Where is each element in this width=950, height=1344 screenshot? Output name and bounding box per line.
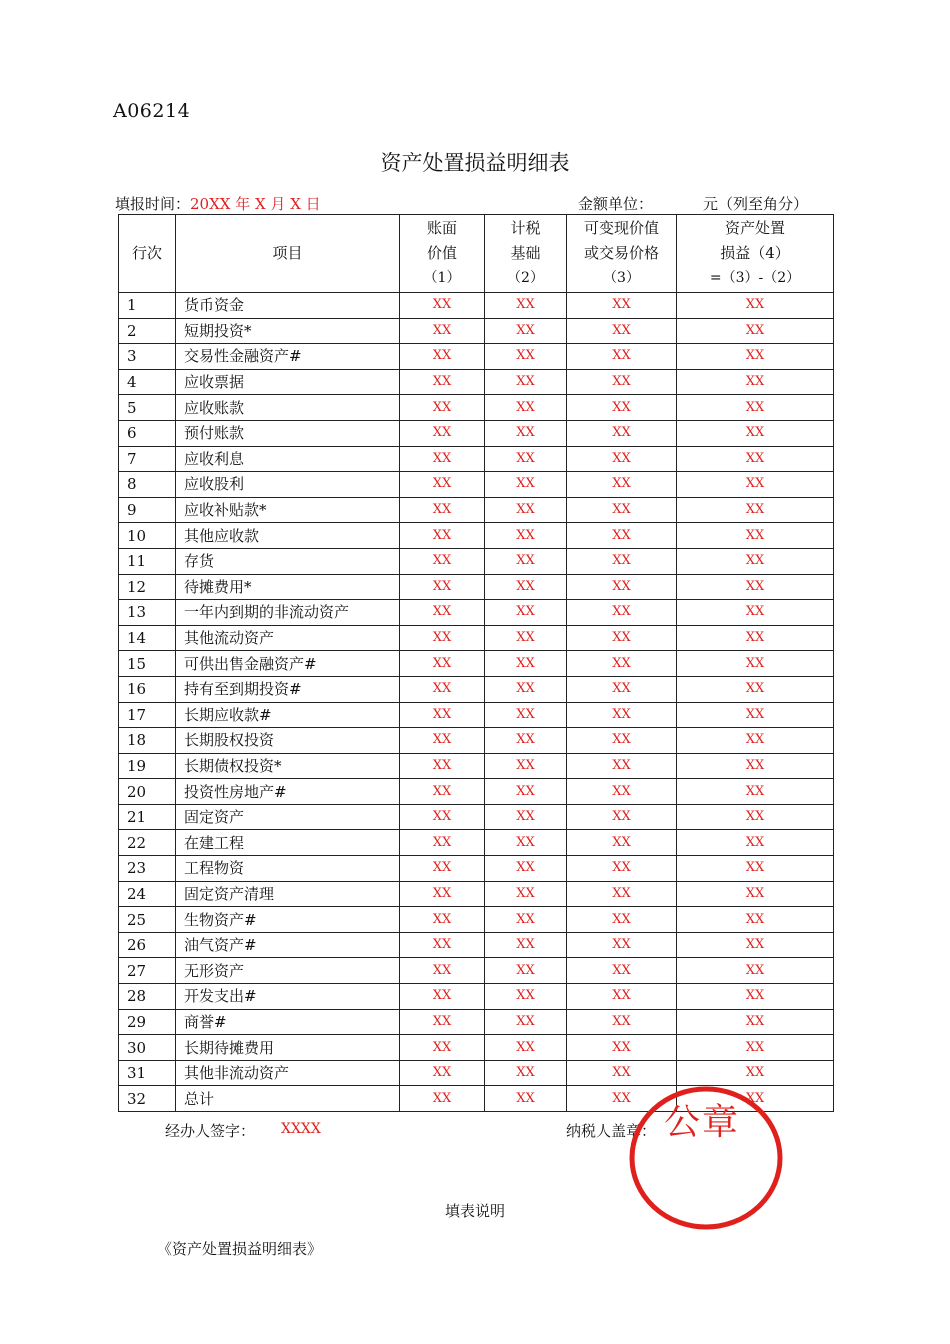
- row-item: 预付账款: [176, 420, 400, 446]
- value-cell[interactable]: XX: [485, 728, 567, 754]
- fill-time-value: 20XX 年 X 月 X 日: [190, 195, 321, 213]
- value-cell[interactable]: XX: [677, 881, 834, 907]
- value-cell[interactable]: XX: [567, 907, 677, 933]
- column-header-line: 损益（4）: [720, 244, 790, 262]
- value-cell[interactable]: XX: [677, 753, 834, 779]
- row-item: 待摊费用*: [176, 574, 400, 600]
- value-cell[interactable]: XX: [400, 523, 485, 549]
- table-header-row: [119, 215, 834, 293]
- value-cell[interactable]: XX: [400, 1060, 485, 1086]
- table-row: [119, 1009, 834, 1035]
- table-row: [119, 676, 834, 702]
- value-cell[interactable]: XX: [567, 702, 677, 728]
- table-row: [119, 523, 834, 549]
- asset-disposal-table: [118, 214, 834, 1112]
- column-header-line: 资产处置: [724, 219, 785, 237]
- row-number: 7: [119, 446, 176, 472]
- row-number: 8: [119, 472, 176, 498]
- row-item: 固定资产清理: [176, 881, 400, 907]
- column-header-4: [567, 215, 677, 293]
- value-cell[interactable]: XX: [567, 932, 677, 958]
- value-cell[interactable]: XX: [567, 446, 677, 472]
- column-header-5: [677, 215, 834, 293]
- value-cell[interactable]: XX: [485, 497, 567, 523]
- row-number: 13: [119, 600, 176, 626]
- column-header-3: [485, 215, 567, 293]
- value-cell[interactable]: XX: [400, 1035, 485, 1061]
- row-number: 6: [119, 420, 176, 446]
- table-row: [119, 1060, 834, 1086]
- row-number: 24: [119, 881, 176, 907]
- value-cell[interactable]: XX: [677, 293, 834, 319]
- value-cell[interactable]: XX: [677, 318, 834, 344]
- value-cell[interactable]: XX: [567, 344, 677, 370]
- value-cell[interactable]: XX: [485, 984, 567, 1010]
- signer-label: 经办人签字：: [165, 1122, 256, 1140]
- value-cell[interactable]: XX: [485, 1035, 567, 1061]
- column-header-line: （3）: [603, 270, 640, 286]
- row-number: 5: [119, 395, 176, 421]
- row-item: 短期投资*: [176, 318, 400, 344]
- row-number: 1: [119, 293, 176, 319]
- value-cell[interactable]: XX: [485, 907, 567, 933]
- value-cell[interactable]: XX: [485, 293, 567, 319]
- row-number: 28: [119, 984, 176, 1010]
- table-row: [119, 548, 834, 574]
- value-cell[interactable]: XX: [567, 395, 677, 421]
- value-cell[interactable]: XX: [677, 856, 834, 882]
- table-row: [119, 958, 834, 984]
- value-cell[interactable]: XX: [677, 574, 834, 600]
- value-cell[interactable]: XX: [485, 856, 567, 882]
- row-number: 11: [119, 548, 176, 574]
- seal-text: 公章: [664, 1102, 741, 1143]
- row-item: 可供出售金融资产#: [176, 651, 400, 677]
- value-cell[interactable]: XX: [677, 548, 834, 574]
- column-header-line: =（3）-（2）: [709, 270, 801, 286]
- value-cell[interactable]: XX: [485, 1009, 567, 1035]
- table-row: [119, 651, 834, 677]
- table-row: [119, 420, 834, 446]
- row-number: 10: [119, 523, 176, 549]
- row-item: 应收票据: [176, 369, 400, 395]
- value-cell[interactable]: XX: [677, 472, 834, 498]
- row-item: 在建工程: [176, 830, 400, 856]
- value-cell[interactable]: XX: [485, 369, 567, 395]
- value-cell[interactable]: XX: [485, 625, 567, 651]
- value-cell[interactable]: XX: [567, 472, 677, 498]
- table-row: [119, 702, 834, 728]
- table-row: [119, 574, 834, 600]
- signer-value: XXXX: [281, 1121, 321, 1137]
- value-cell[interactable]: XX: [677, 446, 834, 472]
- row-item: 长期债权投资*: [176, 753, 400, 779]
- row-item: 无形资产: [176, 958, 400, 984]
- row-number: 4: [119, 369, 176, 395]
- row-number: 21: [119, 804, 176, 830]
- row-number: 27: [119, 958, 176, 984]
- value-cell[interactable]: XX: [567, 856, 677, 882]
- row-number: 18: [119, 728, 176, 754]
- value-cell[interactable]: XX: [567, 779, 677, 805]
- value-cell[interactable]: XX: [677, 907, 834, 933]
- notes-heading: 填表说明: [444, 1202, 505, 1220]
- value-cell[interactable]: XX: [677, 420, 834, 446]
- column-header-2: [400, 215, 485, 293]
- row-number: 17: [119, 702, 176, 728]
- value-cell[interactable]: XX: [485, 344, 567, 370]
- value-cell[interactable]: XX: [400, 395, 485, 421]
- value-cell[interactable]: XX: [485, 420, 567, 446]
- value-cell[interactable]: XX: [567, 1060, 677, 1086]
- value-cell[interactable]: XX: [677, 728, 834, 754]
- row-number: 16: [119, 676, 176, 702]
- column-header-line: 或交易价格: [583, 244, 659, 262]
- value-cell[interactable]: XX: [485, 753, 567, 779]
- value-cell[interactable]: XX: [485, 395, 567, 421]
- row-number: 31: [119, 1060, 176, 1086]
- table-row: [119, 446, 834, 472]
- value-cell[interactable]: XX: [485, 574, 567, 600]
- row-number: 23: [119, 856, 176, 882]
- value-cell[interactable]: XX: [677, 1086, 834, 1112]
- value-cell[interactable]: XX: [485, 318, 567, 344]
- value-cell[interactable]: XX: [567, 574, 677, 600]
- value-cell[interactable]: XX: [485, 676, 567, 702]
- table-row: [119, 728, 834, 754]
- table-row: [119, 472, 834, 498]
- value-cell[interactable]: XX: [567, 881, 677, 907]
- value-cell[interactable]: XX: [567, 676, 677, 702]
- row-number: 14: [119, 625, 176, 651]
- row-item: 固定资产: [176, 804, 400, 830]
- row-number: 9: [119, 497, 176, 523]
- row-item: 工程物资: [176, 856, 400, 882]
- value-cell[interactable]: XX: [677, 600, 834, 626]
- table-row: [119, 856, 834, 882]
- value-cell[interactable]: XX: [567, 600, 677, 626]
- value-cell[interactable]: XX: [677, 1035, 834, 1061]
- row-number: 19: [119, 753, 176, 779]
- fill-time-label: 填报时间：: [115, 195, 191, 213]
- value-cell[interactable]: XX: [567, 548, 677, 574]
- value-cell[interactable]: XX: [567, 728, 677, 754]
- value-cell[interactable]: XX: [400, 984, 485, 1010]
- row-number: 30: [119, 1035, 176, 1061]
- value-cell[interactable]: XX: [400, 548, 485, 574]
- row-number: 3: [119, 344, 176, 370]
- value-cell[interactable]: XX: [400, 472, 485, 498]
- value-cell[interactable]: XX: [400, 420, 485, 446]
- row-item: 其他非流动资产: [176, 1060, 400, 1086]
- value-cell[interactable]: XX: [567, 1009, 677, 1035]
- row-item: 长期应收款#: [176, 702, 400, 728]
- value-cell[interactable]: XX: [567, 830, 677, 856]
- value-cell[interactable]: XX: [677, 779, 834, 805]
- value-cell[interactable]: XX: [677, 958, 834, 984]
- column-header-line: （1）: [423, 270, 461, 286]
- value-cell[interactable]: XX: [485, 472, 567, 498]
- value-cell[interactable]: XX: [400, 625, 485, 651]
- value-cell[interactable]: XX: [485, 1086, 567, 1112]
- table-row: [119, 830, 834, 856]
- value-cell[interactable]: XX: [677, 1009, 834, 1035]
- row-item: 应收补贴款*: [176, 497, 400, 523]
- row-item: 总计: [176, 1086, 400, 1112]
- value-cell[interactable]: XX: [400, 881, 485, 907]
- amount-unit-value: 元（列至角分）: [703, 195, 809, 213]
- taxpayer-seal-label: 纳税人盖章：: [566, 1122, 657, 1140]
- form-code: A06214: [113, 100, 191, 122]
- row-item: 开发支出#: [176, 984, 400, 1010]
- value-cell[interactable]: XX: [400, 600, 485, 626]
- row-item: 长期股权投资: [176, 728, 400, 754]
- value-cell[interactable]: XX: [485, 446, 567, 472]
- value-cell[interactable]: XX: [400, 369, 485, 395]
- row-number: 26: [119, 932, 176, 958]
- value-cell[interactable]: XX: [485, 779, 567, 805]
- value-cell[interactable]: XX: [400, 856, 485, 882]
- row-number: 15: [119, 651, 176, 677]
- value-cell[interactable]: XX: [400, 907, 485, 933]
- value-cell[interactable]: XX: [400, 1086, 485, 1112]
- value-cell[interactable]: XX: [567, 651, 677, 677]
- value-cell[interactable]: XX: [677, 497, 834, 523]
- value-cell[interactable]: XX: [485, 600, 567, 626]
- value-cell[interactable]: XX: [677, 830, 834, 856]
- table-row: [119, 1035, 834, 1061]
- value-cell[interactable]: XX: [567, 984, 677, 1010]
- column-header-line: 账面: [426, 219, 457, 237]
- table-row: [119, 395, 834, 421]
- table-row: [119, 907, 834, 933]
- value-cell[interactable]: XX: [567, 804, 677, 830]
- value-cell[interactable]: XX: [567, 523, 677, 549]
- value-cell[interactable]: XX: [400, 651, 485, 677]
- value-cell[interactable]: XX: [400, 932, 485, 958]
- value-cell[interactable]: XX: [567, 420, 677, 446]
- table-row: [119, 318, 834, 344]
- column-header-0: [119, 215, 176, 293]
- fill-time: [115, 193, 321, 214]
- value-cell[interactable]: XX: [485, 1060, 567, 1086]
- value-cell[interactable]: XX: [400, 497, 485, 523]
- row-item: 应收股利: [176, 472, 400, 498]
- value-cell[interactable]: XX: [677, 804, 834, 830]
- row-item: 存货: [176, 548, 400, 574]
- value-cell[interactable]: XX: [400, 1009, 485, 1035]
- value-cell[interactable]: XX: [567, 625, 677, 651]
- row-item: 货币资金: [176, 293, 400, 319]
- row-item: 生物资产#: [176, 907, 400, 933]
- value-cell[interactable]: XX: [485, 830, 567, 856]
- value-cell[interactable]: XX: [677, 395, 834, 421]
- table-row: [119, 369, 834, 395]
- value-cell[interactable]: XX: [400, 753, 485, 779]
- table-row: [119, 497, 834, 523]
- column-header-line: 行次: [131, 244, 162, 262]
- document-title: 资产处置损益明细表: [380, 151, 570, 175]
- row-item: 油气资产#: [176, 932, 400, 958]
- table-row: [119, 984, 834, 1010]
- value-cell[interactable]: XX: [567, 1086, 677, 1112]
- column-header-line: 基础: [510, 244, 541, 262]
- value-cell[interactable]: XX: [400, 702, 485, 728]
- column-header-line: 价值: [426, 244, 457, 262]
- value-cell[interactable]: XX: [677, 625, 834, 651]
- row-item: 应收账款: [176, 395, 400, 421]
- row-item: 其他应收款: [176, 523, 400, 549]
- column-header-line: 可变现价值: [583, 219, 659, 237]
- value-cell[interactable]: XX: [400, 728, 485, 754]
- value-cell[interactable]: XX: [677, 1060, 834, 1086]
- value-cell[interactable]: XX: [677, 523, 834, 549]
- value-cell[interactable]: XX: [400, 779, 485, 805]
- value-cell[interactable]: XX: [400, 574, 485, 600]
- row-number: 29: [119, 1009, 176, 1035]
- value-cell[interactable]: XX: [400, 446, 485, 472]
- row-number: 2: [119, 318, 176, 344]
- value-cell[interactable]: XX: [485, 804, 567, 830]
- value-cell[interactable]: XX: [485, 523, 567, 549]
- value-cell[interactable]: XX: [567, 1035, 677, 1061]
- table-row: [119, 881, 834, 907]
- table-row: [119, 344, 834, 370]
- value-cell[interactable]: XX: [567, 958, 677, 984]
- row-item: 持有至到期投资#: [176, 676, 400, 702]
- table-row: [119, 804, 834, 830]
- value-cell[interactable]: XX: [485, 702, 567, 728]
- value-cell[interactable]: XX: [677, 984, 834, 1010]
- table-body: [119, 293, 834, 1112]
- row-item: 应收利息: [176, 446, 400, 472]
- value-cell[interactable]: XX: [400, 676, 485, 702]
- value-cell[interactable]: XX: [400, 344, 485, 370]
- value-cell[interactable]: XX: [567, 753, 677, 779]
- value-cell[interactable]: XX: [485, 651, 567, 677]
- table-row: [119, 293, 834, 319]
- value-cell[interactable]: XX: [400, 958, 485, 984]
- row-item: 长期待摊费用: [176, 1035, 400, 1061]
- value-cell[interactable]: XX: [400, 318, 485, 344]
- table-row: [119, 779, 834, 805]
- row-number: 25: [119, 907, 176, 933]
- row-number: 32: [119, 1086, 176, 1112]
- value-cell[interactable]: XX: [567, 497, 677, 523]
- column-header-line: 项目: [272, 244, 303, 262]
- table-row: [119, 600, 834, 626]
- row-item: 投资性房地产#: [176, 779, 400, 805]
- value-cell[interactable]: XX: [677, 344, 834, 370]
- column-header-1: [176, 215, 400, 293]
- table-row: [119, 625, 834, 651]
- column-header-line: 计税: [510, 219, 541, 237]
- value-cell[interactable]: XX: [677, 369, 834, 395]
- row-item: 交易性金融资产#: [176, 344, 400, 370]
- value-cell[interactable]: XX: [485, 932, 567, 958]
- row-number: 20: [119, 779, 176, 805]
- value-cell[interactable]: XX: [485, 958, 567, 984]
- value-cell[interactable]: XX: [400, 293, 485, 319]
- amount-unit-label: 金额单位：: [578, 195, 654, 213]
- value-cell[interactable]: XX: [567, 318, 677, 344]
- column-header-line: （2）: [507, 270, 544, 286]
- value-cell[interactable]: XX: [677, 676, 834, 702]
- value-cell[interactable]: XX: [400, 804, 485, 830]
- row-number: 12: [119, 574, 176, 600]
- value-cell[interactable]: XX: [485, 548, 567, 574]
- value-cell[interactable]: XX: [567, 369, 677, 395]
- row-number: 22: [119, 830, 176, 856]
- value-cell[interactable]: XX: [485, 881, 567, 907]
- value-cell[interactable]: XX: [677, 651, 834, 677]
- value-cell[interactable]: XX: [567, 293, 677, 319]
- table-row: [119, 753, 834, 779]
- row-item: 商誉#: [176, 1009, 400, 1035]
- value-cell[interactable]: XX: [400, 830, 485, 856]
- notes-body: 《资产处置损益明细表》: [157, 1240, 323, 1258]
- row-item: 其他流动资产: [176, 625, 400, 651]
- value-cell[interactable]: XX: [677, 702, 834, 728]
- table-row: [119, 932, 834, 958]
- value-cell[interactable]: XX: [677, 932, 834, 958]
- row-item: 一年内到期的非流动资产: [176, 600, 400, 626]
